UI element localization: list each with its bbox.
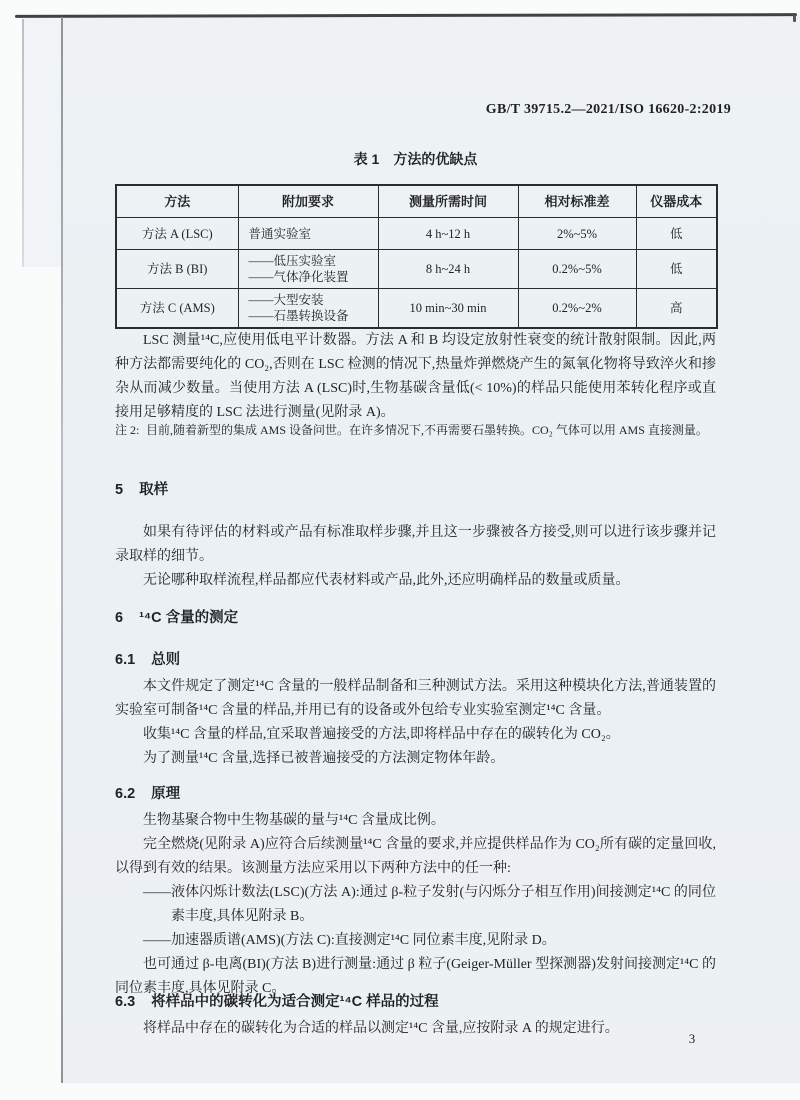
section-6-2-heading bbox=[115, 783, 716, 805]
requirement-line: ——石墨转换设备 bbox=[248, 309, 349, 323]
section-6-heading bbox=[115, 607, 716, 629]
col-header-method: 方法 bbox=[116, 185, 238, 218]
section-5-paragraph-2: 无论哪种取样流程,样品都应代表材料或产品,此外,还应明确样品的数量或质量。 bbox=[143, 573, 630, 588]
section-number: 6.1 bbox=[115, 652, 136, 668]
table-caption-title: 方法的优缺点 bbox=[393, 151, 478, 167]
cell-requirements bbox=[238, 250, 378, 289]
section-title: 总则 bbox=[151, 652, 181, 668]
section-5-heading bbox=[115, 479, 716, 501]
section-number: 6.2 bbox=[115, 786, 136, 802]
section-6-3-heading bbox=[115, 991, 716, 1013]
doc-number: GB/T 39715.2—2021/ISO 16620-2:2019 bbox=[485, 102, 731, 117]
cell-cost: 低 bbox=[636, 250, 717, 289]
col-header-rsd: 相对标准差 bbox=[518, 185, 636, 218]
col-header-requirements: 附加要求 bbox=[238, 185, 378, 218]
method-list-item-lsc: ——液体闪烁计数法(LSC)(方法 A):通过 β-粒子发射(与闪烁分子相互作用)间接测定¹⁴C 的同位素丰度,具体见附录 B。 bbox=[143, 885, 716, 924]
page-number: 3 bbox=[688, 1031, 696, 1046]
section-number: 6 bbox=[115, 610, 124, 626]
note-2 bbox=[115, 421, 715, 441]
section-6-1-heading bbox=[115, 649, 716, 671]
cell-cost: 高 bbox=[636, 289, 717, 329]
section-6-2-paragraph-3: 也可通过 β-电离(BI)(方法 B)进行测量:通过 β 粒子(Geiger-Müller 型探测器)发射间接测定¹⁴C 的同位素丰度,具体见附录 C。 bbox=[115, 957, 716, 996]
section-6-1-paragraph-1: 本文件规定了测定¹⁴C 含量的一般样品制备和三种测试方法。采用这种模块化方法,普通装置的实验室可制备¹⁴C 含量的样品,并用已有的设备或外包给专业实验室测定¹⁴C 含量。 bbox=[115, 679, 716, 718]
table-row-method-c bbox=[116, 289, 717, 329]
table-row-method-a bbox=[116, 218, 717, 250]
cell-time: 10 min~30 min bbox=[378, 289, 518, 329]
section-title: 原理 bbox=[151, 786, 181, 802]
cell-method: 方法 B (BI) bbox=[116, 250, 238, 289]
section-6-1-paragraph-3: 为了测量¹⁴C 含量,选择已被普遍接受的方法测定物体年龄。 bbox=[143, 751, 505, 766]
table-header-row bbox=[116, 185, 717, 218]
section-number: 6.3 bbox=[115, 994, 136, 1010]
section-number: 5 bbox=[115, 482, 124, 498]
section-5-paragraph-1: 如果有待评估的材料或产品有标准取样步骤,并且这一步骤被各方接受,则可以进行该步骤并记录取样的细节。 bbox=[115, 525, 716, 564]
cell-rsd: 2%~5% bbox=[518, 218, 636, 250]
cell-time: 8 h~24 h bbox=[378, 250, 518, 289]
section-6-2-paragraph-1: 生物基聚合物中生物基碳的量与¹⁴C 含量成比例。 bbox=[143, 813, 445, 828]
note-2-label: 注 2: bbox=[115, 423, 140, 437]
section-title: ¹⁴C 含量的测定 bbox=[139, 610, 239, 626]
col-header-time: 测量所需时间 bbox=[378, 185, 518, 218]
table-caption bbox=[115, 149, 716, 169]
requirement-line: 普通实验室 bbox=[248, 226, 312, 241]
cell-requirements bbox=[238, 289, 378, 329]
cell-method: 方法 A (LSC) bbox=[116, 218, 238, 250]
requirement-line: ——气体净化装置 bbox=[248, 270, 349, 284]
section-title: 将样品中的碳转化为适合测定¹⁴C 样品的过程 bbox=[151, 994, 439, 1010]
section-6-2-paragraph-2: 完全燃烧(见附录 A)应符合后续测量¹⁴C 含量的要求,并应提供样品作为 CO₂所有碳的定量回收,以得到有效的结果。该测量方法应采用以下两种方法中的任一种: bbox=[115, 837, 716, 876]
cell-rsd: 0.2%~2% bbox=[518, 289, 636, 329]
table-caption-label: 表 1 bbox=[353, 151, 380, 167]
cell-method: 方法 C (AMS) bbox=[116, 289, 238, 329]
cell-rsd: 0.2%~5% bbox=[518, 250, 636, 289]
paragraph-lsc-note: LSC 测量¹⁴C,应使用低电平计数器。方法 A 和 B 均设定放射性衰变的统计散射限制。因此,两种方法都需要纯化的 CO₂,否则在 LSC 检测的情况下,热量炸弹燃烧产生的氮氧化物将导致淬火和掺杂从而减少数量。当使用方法 A (LSC)时,生物基碳含量低(< 10%)的样品只能使用苯转化程序或直接用足够精度的 LSC 法进行测量(见附录 A)。 bbox=[115, 333, 716, 420]
note-2-text: 目前,随着新型的集成 AMS 设备问世。在许多情况下,不再需要石墨转换。CO₂ 气体可以用 AMS 直接测量。 bbox=[146, 423, 708, 437]
col-header-cost: 仪器成本 bbox=[636, 185, 717, 218]
methods-comparison-table bbox=[115, 184, 718, 329]
section-title: 取样 bbox=[139, 482, 169, 498]
table-row-method-b bbox=[116, 250, 717, 289]
method-list-item-ams: ——加速器质谱(AMS)(方法 C):直接测定¹⁴C 同位素丰度,见附录 D。 bbox=[143, 933, 556, 948]
cell-cost: 低 bbox=[636, 218, 717, 250]
requirement-line: ——大型安装 bbox=[248, 293, 324, 307]
requirement-line: ——低压实验室 bbox=[248, 254, 337, 268]
cell-time: 4 h~12 h bbox=[378, 218, 518, 250]
cell-requirements bbox=[238, 218, 378, 250]
section-6-3-paragraph-1: 将样品中存在的碳转化为合适的样品以测定¹⁴C 含量,应按附录 A 的规定进行。 bbox=[143, 1021, 619, 1036]
section-6-1-paragraph-2: 收集¹⁴C 含量的样品,宜采取普遍接受的方法,即将样品中存在的碳转化为 CO₂。 bbox=[143, 727, 620, 742]
